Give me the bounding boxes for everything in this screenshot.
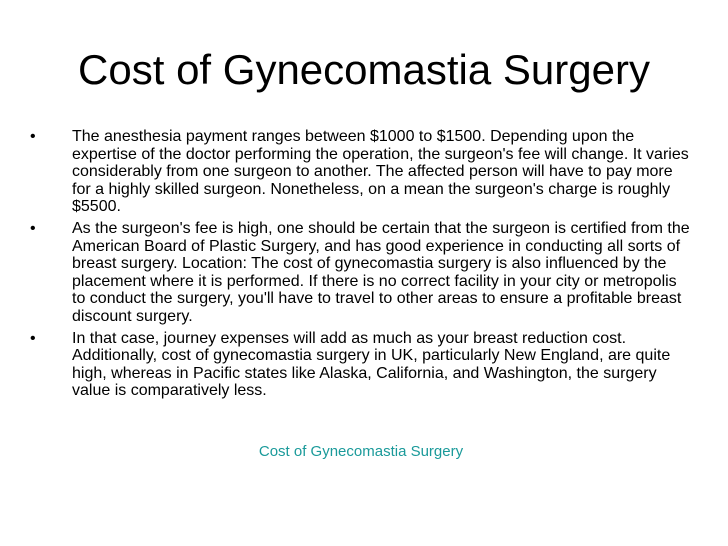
bullet-text: As the surgeon's fee is high, one should be certain that the surgeon is certified from the American Board of Plastic Surgery, and has good experience in conducting all sorts of breast surgery. Location: The cost of gynecomastia surgery is also influenced by the placement where it is performed. If there is no correct facility in your city or metropolis to conduct the surgery, you'll have to travel to other areas to ensure a profitable breast discount surgery. <box>72 219 690 325</box>
slide-title: Cost of Gynecomastia Surgery <box>78 46 650 93</box>
bullet-icon: • <box>30 128 36 145</box>
bullet-item <box>30 220 690 326</box>
bullet-text: The anesthesia payment ranges between $1000 to $1500. Depending upon the expertise of the doctor performing the operation, the surgeon's fee will change. It varies considerably from one surgeon to another. The affected person will have to pay more for a highly skilled surgeon. Nonetheless, on a mean the surgeon's charge is roughly $5500. <box>72 128 689 216</box>
bullet-text: In that case, journey expenses will add as much as your breast reduction cost. Additionally, cost of gynecomastia surgery in UK, particularly New England, are quite high, whereas in Pacific states like Alaska, California, and Washington, the surgery value is comparatively less. <box>72 329 671 400</box>
bullet-icon: • <box>30 329 36 347</box>
bullet-item <box>30 128 690 216</box>
bullet-list <box>30 128 690 404</box>
bullet-item <box>30 330 690 400</box>
bullet-icon: • <box>30 219 36 237</box>
footer-link[interactable]: Cost of Gynecomastia Surgery <box>258 443 464 460</box>
